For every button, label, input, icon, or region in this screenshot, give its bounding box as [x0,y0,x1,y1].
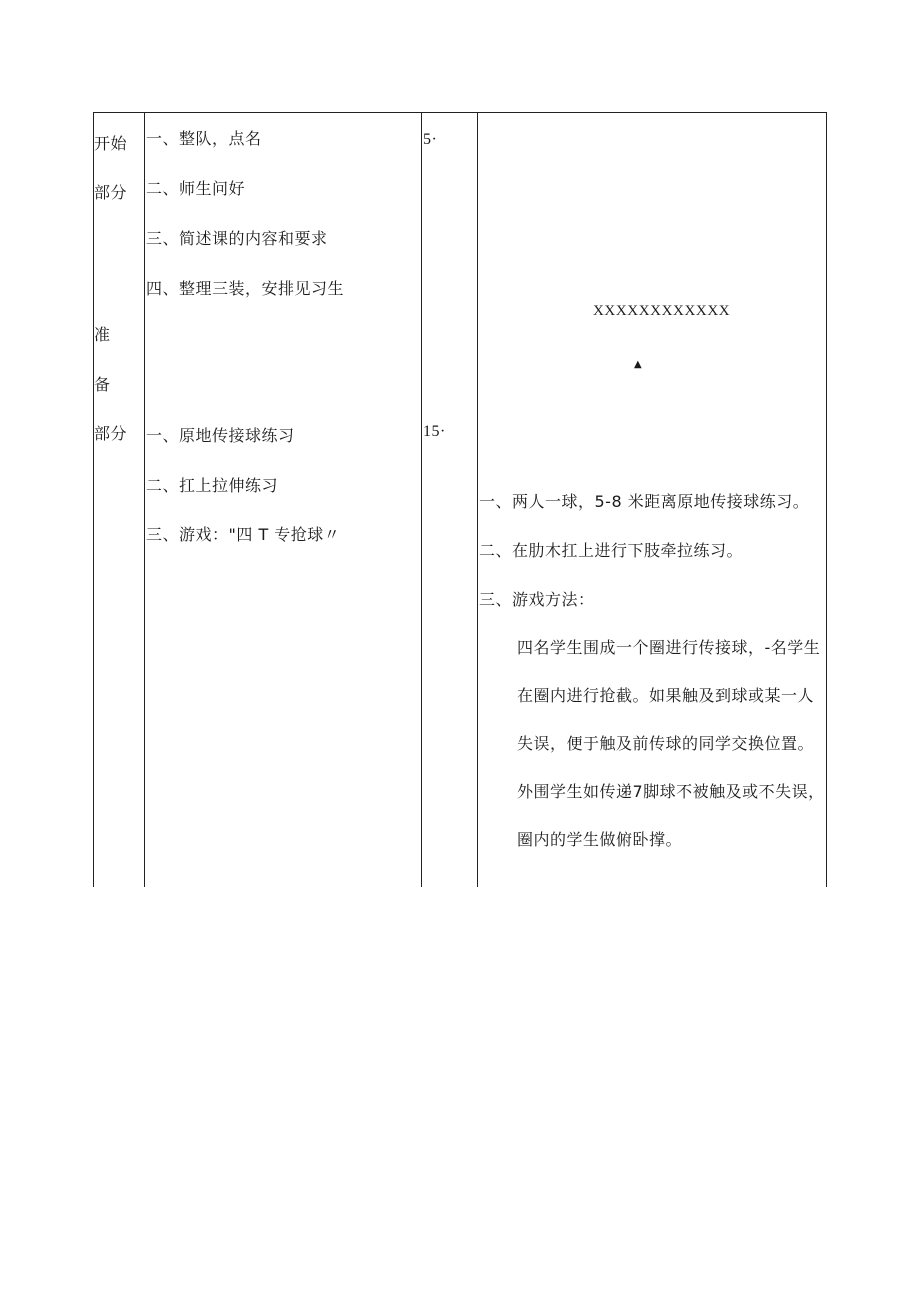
prep-item: 一、原地传接球练习 [146,426,295,445]
table-top-border [93,112,827,113]
table-left-border [93,112,94,887]
column-divider-3 [477,112,478,887]
start-part-label-line1: 开始 [94,134,128,153]
teacher-position-marker: ▲ [634,359,642,370]
prep-item: 二、扛上拉伸练习 [146,476,279,495]
game-description-line: 失误，便于触及前传球的同学交换位置。 [517,734,815,753]
start-item: 三、简述课的内容和要求 [146,229,328,248]
student-formation-row: XXXXXXXXXXXX [593,303,731,319]
prep-part-label-line1: 准 [94,325,111,344]
start-item: 二、师生问好 [146,179,246,198]
game-description-line: 四名学生围成一个圈进行传接球，-名学生 [517,638,821,657]
prep-part-label-line3: 部分 [94,424,128,443]
method-item: 二、在肋木扛上进行下肢牵拉练习。 [479,541,744,560]
prep-item: 三、游戏："四 T 专抢球〃 [146,525,341,544]
prep-part-label-line2: 备 [94,375,111,394]
start-part-label-line2: 部分 [94,183,128,202]
column-divider-2 [421,112,422,887]
method-item: 一、两人一球，5-8 米距离原地传接球练习。 [479,492,810,511]
game-description-line: 外围学生如传递7脚球不被触及或不失误， [517,782,825,801]
column-divider-1 [144,112,145,887]
game-description-line: 圈内的学生做俯卧撑。 [517,830,683,849]
start-item: 一、整队，点名 [146,129,262,148]
start-item: 四、整理三装，安排见习生 [146,279,345,298]
table-right-border [826,112,827,887]
method-item: 三、游戏方法： [479,590,595,609]
game-description-line: 在圈内进行抢截。如果触及到球或某一人 [517,686,815,705]
start-time: 5· [423,131,438,148]
prep-time: 15· [423,423,446,440]
